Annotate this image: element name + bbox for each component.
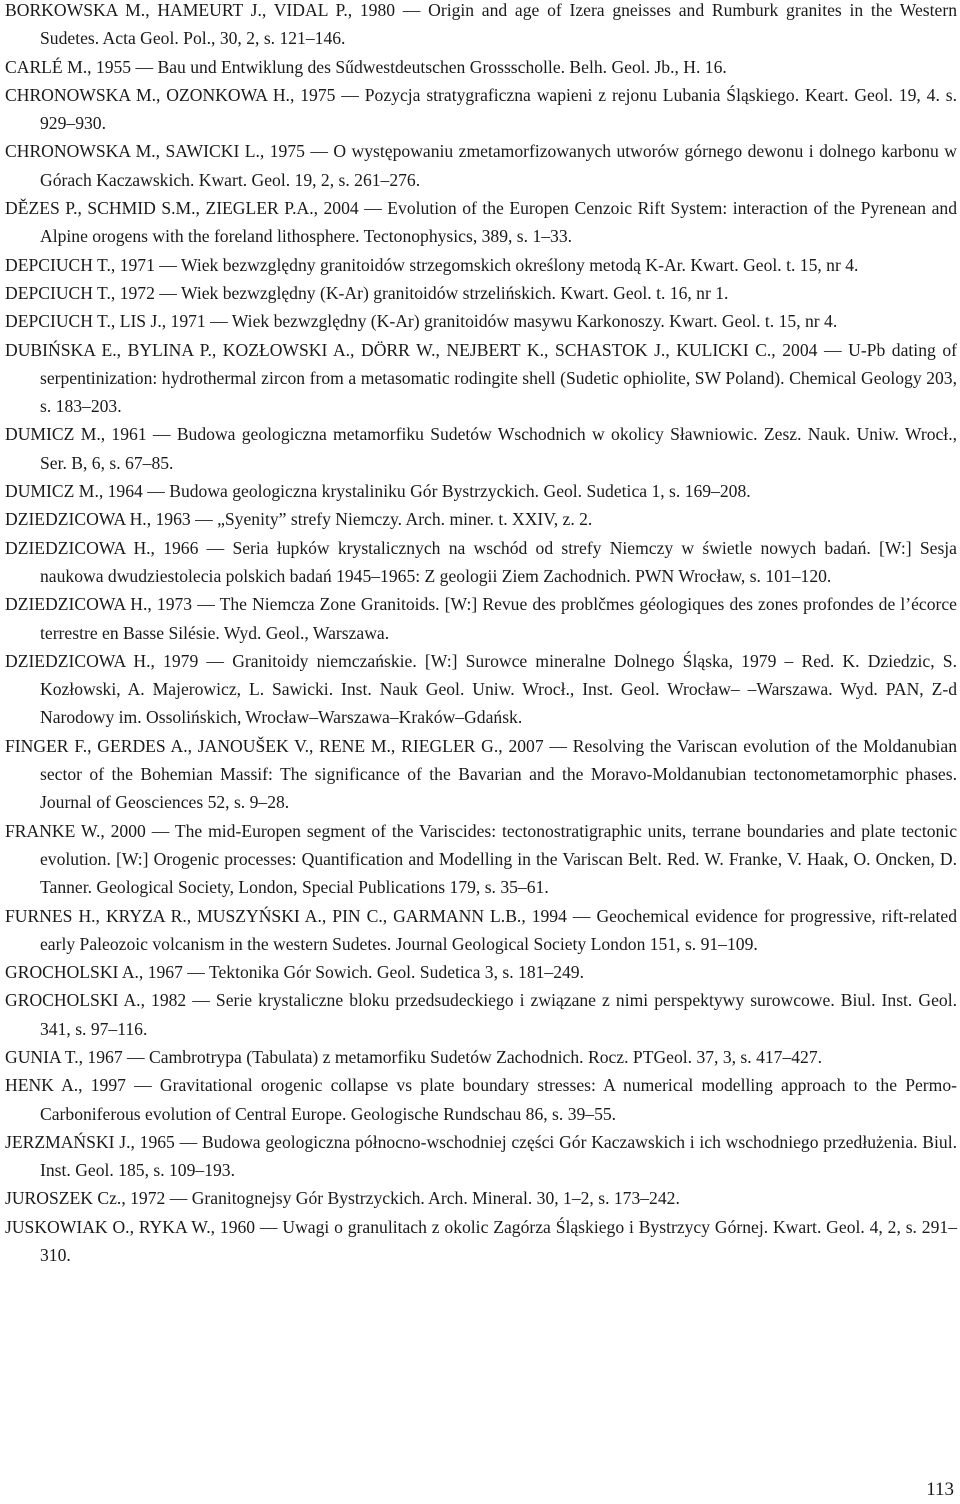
reference-entry: DEPCIUCH T., LIS J., 1971 — Wiek bezwzględny (K-Ar) granitoidów masywu Karkonoszy. Kwart. Geol. t. 15, nr 4. <box>5 311 838 332</box>
reference-entry: DZIEDZICOWA H., 1979 — Granitoidy niemczańskie. [W:] Surowce mineralne Dolnego Śląska, 1979 – Red. K. Dziedzic, S. Kozłowski, A. Majerowicz, L. Sawicki. Inst. Nauk Geol. Uniw. Wrocł., Inst. Geol. Wrocław– –Warszawa. Wyd. PAN, Z-d Narodowy im. Ossolińskich, Wrocław–Warszawa–Kraków–Gdańsk. <box>5 650 957 728</box>
page-number: 113 <box>926 1479 954 1500</box>
reference-entry: JERZMAŃSKI J., 1965 — Budowa geologiczna północno-wschodniej części Gór Kaczawskich i ich wschodniego przedłużenia. Biul. Inst. Geol. 185, s. 109–193. <box>5 1131 957 1181</box>
reference-entry: JUROSZEK Cz., 1972 — Granitognejsy Gór Bystrzyckich. Arch. Mineral. 30, 1–2, s. 173–242. <box>5 1188 680 1209</box>
reference-entry: DEPCIUCH T., 1972 — Wiek bezwzględny (K-Ar) granitoidów strzelińskich. Kwart. Geol. t. 16, nr 1. <box>5 282 729 303</box>
reference-entry: FINGER F., GERDES A., JANOUŠEK V., RENE M., RIEGLER G., 2007 — Resolving the Variscan evolution of the Moldanubian sector of the Bohemian Massif: The significance of the Bavarian and the Moravo-Moldanubian tectonometamorphic phases. Journal of Geosciences 52, s. 9–28. <box>5 735 957 813</box>
reference-entry: CHRONOWSKA M., OZONKOWA H., 1975 — Pozycja stratygraficzna wapieni z rejonu Lubania Śląskiego. Keart. Geol. 19, 4. s. 929–930. <box>5 84 957 134</box>
reference-entry: DUBIŃSKA E., BYLINA P., KOZŁOWSKI A., DÖRR W., NEJBERT K., SCHASTOK J., KULICKI C., 2004 — U-Pb dating of serpentinization: hydrothermal zircon from a metasomatic rodingite shell (Sudetic ophiolite, SW Poland). Chemical Geology 203, s. 183–203. <box>5 339 957 417</box>
reference-entry: DUMICZ M., 1961 — Budowa geologiczna metamorfiku Sudetów Wschodnich w okolicy Sławniowic. Zesz. Nauk. Uniw. Wrocł., Ser. B, 6, s. 67–85. <box>5 424 957 473</box>
reference-entry: CHRONOWSKA M., SAWICKI L., 1975 — O występowaniu zmetamorfizowanych utworów górnego dewonu i dolnego karbonu w Górach Kaczawskich. Kwart. Geol. 19, 2, s. 261–276. <box>5 141 957 190</box>
reference-entry: DEPCIUCH T., 1971 — Wiek bezwzględny granitoidów strzegomskich określony metodą K-Ar. Kwart. Geol. t. 15, nr 4. <box>5 254 859 275</box>
reference-entry: GROCHOLSKI A., 1982 — Serie krystaliczne bloku przedsudeckiego i związane z nimi perspektywy surowcowe. Biul. Inst. Geol. 341, s. 97–116. <box>5 990 957 1039</box>
reference-entry: DZIEDZICOWA H., 1963 — „Syenity” strefy Niemczy. Arch. miner. t. XXIV, z. 2. <box>5 509 593 530</box>
reference-entry: DUMICZ M., 1964 — Budowa geologiczna krystaliniku Gór Bystrzyckich. Geol. Sudetica 1, s. 169–208. <box>5 481 751 502</box>
reference-entry: GROCHOLSKI A., 1967 — Tektonika Gór Sowich. Geol. Sudetica 3, s. 181–249. <box>5 962 585 983</box>
reference-entry: DĚZES P., SCHMID S.M., ZIEGLER P.A., 2004 — Evolution of the Europen Cenzoic Rift System: interaction of the Pyrenean and Alpine orogens with the foreland lithosphere. Tectonophysics, 389, s. 1–33. <box>5 198 957 247</box>
reference-entry: BORKOWSKA M., HAMEURT J., VIDAL P., 1980 — Origin and age of Izera gneisses and Rumburk granites in the Western Sudetes. Acta Geol. Pol., 30, 2, s. 121–146. <box>5 0 957 49</box>
reference-list <box>5 0 957 1269</box>
reference-entry: HENK A., 1997 — Gravitational orogenic collapse vs plate boundary stresses: A numerical modelling approach to the Permo-Carboniferous evolution of Central Europe. Geologische Rundschau 86, s. 39–55. <box>5 1075 957 1124</box>
reference-entry: CARLÉ M., 1955 — Bau und Entwiklung des Sűdwestdeutschen Grossscholle. Belh. Geol. Jb., H. 16. <box>5 56 727 77</box>
reference-entry: FRANKE W., 2000 — The mid-Europen segment of the Variscides: tectonostratigraphic units, terrane boundaries and plate tectonic evolution. [W:] Orogenic processes: Quantification and Modelling in the Variscan Belt. Red. W. Franke, V. Haak, O. Oncken, D. Tanner. Geological Society, London, Special Publications 179, s. 35–61. <box>5 820 957 898</box>
reference-entry: JUSKOWIAK O., RYKA W., 1960 — Uwagi o granulitach z okolic Zagórza Śląskiego i Bystrzycy Górnej. Kwart. Geol. 4, 2, s. 291–310. <box>5 1216 957 1266</box>
reference-entry: FURNES H., KRYZA R., MUSZYŃSKI A., PIN C., GARMANN L.B., 1994 — Geochemical evidence for progressive, rift-related early Paleozoic volcanism in the western Sudetes. Journal Geological Society London 151, s. 91–109. <box>5 905 957 954</box>
reference-entry: GUNIA T., 1967 — Cambrotrypa (Tabulata) z metamorfiku Sudetów Zachodnich. Rocz. PTGeol. 37, 3, s. 417–427. <box>5 1046 823 1067</box>
reference-entry: DZIEDZICOWA H., 1966 — Seria łupków krystalicznych na wschód od strefy Niemczy w świetle nowych badań. [W:] Sesja naukowa dwudziestolecia polskich badań 1945–1965: Z geologii Ziem Zachodnich. PWN Wrocław, s. 101–120. <box>5 537 957 586</box>
reference-entry: DZIEDZICOWA H., 1973 — The Niemcza Zone Granitoids. [W:] Revue des problčmes géologiques des zones profondes de l’écorce terrestre en Basse Silésie. Wyd. Geol., Warszawa. <box>5 594 957 643</box>
